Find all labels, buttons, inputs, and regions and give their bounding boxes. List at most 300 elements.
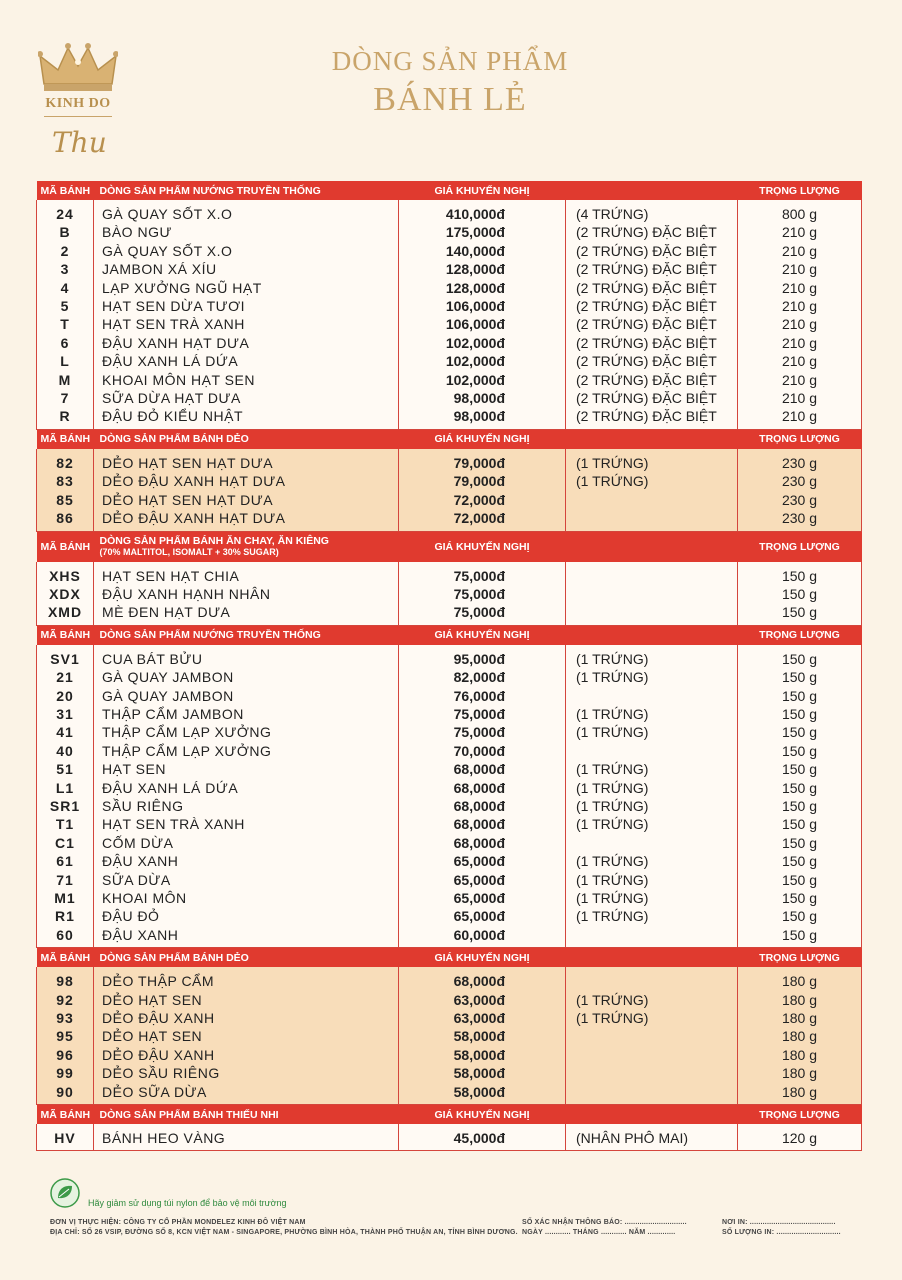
item-name: DẺO SỮA DỪA: [102, 1083, 207, 1100]
item-code: 51: [56, 761, 74, 778]
item-name: LẠP XƯỞNG NGŨ HẠT: [102, 279, 262, 296]
col-line-header-text: DÒNG SẢN PHẨM BÁNH DẺO: [99, 433, 249, 446]
item-note: (1 TRỨNG): [576, 871, 649, 888]
item-price: 106,000đ: [445, 316, 505, 333]
item-name: HẠT SEN TRÀ XANH: [102, 816, 245, 833]
item-name: ĐẬU XANH: [102, 926, 179, 943]
item-weight: 150 g: [781, 890, 818, 906]
item-weight: 210 g: [781, 408, 818, 425]
section-header: [37, 1105, 862, 1124]
item-weight: 210 g: [781, 390, 818, 407]
item-weight: 210 g: [781, 261, 818, 278]
item-code: 4: [60, 279, 70, 296]
col-weight-header-text: TRỌNG LƯỢNG: [759, 951, 840, 964]
item-price-column: [399, 645, 566, 948]
item-price-column: [399, 967, 566, 1104]
item-price-column: [399, 200, 566, 429]
item-weight: 210 g: [781, 224, 818, 241]
item-name: DẺO HẠT SEN HẠT DƯA: [102, 454, 274, 471]
item-note: [576, 491, 737, 509]
item-weight: 210 g: [781, 316, 818, 333]
col-code-header-text: MÃ BÁNH: [40, 184, 91, 197]
col-line-header: [94, 626, 399, 645]
item-note: (1 TRỨNG): [576, 1010, 649, 1027]
item-name: KHOAI MÔN: [102, 890, 187, 906]
col-price-header: [399, 626, 566, 645]
item-code: M: [58, 371, 72, 388]
item-price: 68,000đ: [453, 761, 505, 778]
section-header: [37, 948, 862, 967]
col-weight-header-text: TRỌNG LƯỢNG: [759, 184, 840, 197]
item-weight: 150 g: [781, 853, 818, 870]
item-code-column: [37, 1124, 94, 1151]
item-note: [576, 926, 737, 944]
item-note: [576, 1064, 737, 1082]
brand-logo: [38, 40, 118, 170]
item-code: 82: [56, 454, 74, 471]
col-line-header-text: DÒNG SẢN PHẨM BÁNH DẺO: [99, 951, 249, 964]
item-code-column: [37, 967, 94, 1104]
item-note-column: [566, 645, 738, 948]
item-code: 40: [56, 742, 74, 759]
item-price: 106,000đ: [445, 298, 505, 315]
item-code: 41: [56, 724, 74, 741]
item-note: (NHÂN PHÔ MAI): [576, 1130, 688, 1147]
item-code: 21: [56, 669, 74, 686]
item-name-column: [94, 645, 399, 948]
col-price-header: [399, 430, 566, 449]
item-price: 68,000đ: [453, 973, 505, 990]
item-name: DẺO SẦU RIÊNG: [102, 1065, 220, 1082]
item-price: 58,000đ: [453, 1065, 505, 1082]
item-note: (1 TRỨNG): [576, 853, 649, 870]
item-note: [576, 687, 737, 705]
item-name: DẺO HẠT SEN: [102, 1028, 203, 1045]
item-code: HV: [54, 1130, 76, 1147]
item-code: 86: [56, 510, 74, 527]
page-title: [250, 44, 650, 122]
item-price: 410,000đ: [445, 206, 505, 222]
item-note: (1 TRỨNG): [576, 816, 649, 833]
item-weight: 150 g: [781, 567, 818, 584]
item-code-column: [37, 200, 94, 429]
col-code-header-text: MÃ BÁNH: [40, 951, 91, 964]
item-note: (1 TRỨNG): [576, 991, 649, 1008]
item-code: 3: [60, 261, 70, 278]
col-line-header-text: DÒNG SẢN PHẨM BÁNH THIẾU NHI: [99, 1108, 279, 1121]
item-code: B: [59, 224, 71, 241]
col-code-header-text: MÃ BÁNH: [40, 1108, 91, 1121]
item-name: ĐẬU ĐỎ: [102, 908, 160, 925]
item-weight: 210 g: [781, 371, 818, 388]
item-code: C1: [55, 834, 75, 851]
item-code: R: [59, 408, 71, 425]
item-code-column: [37, 449, 94, 531]
item-name: CUA BÁT BỬU: [102, 650, 203, 667]
section-table: [36, 532, 862, 626]
col-line-header-text: DÒNG SẢN PHẨM NƯỚNG TRUYỀN THỐNG: [99, 629, 321, 642]
col-code-header: [37, 948, 94, 967]
item-weight: 150 g: [781, 585, 818, 602]
item-note: (1 TRỨNG): [576, 454, 649, 471]
col-line-header-text: DÒNG SẢN PHẨM BÁNH ĂN CHAY, ĂN KIÊNG: [99, 535, 329, 547]
col-price-header-text: GIÁ KHUYẾN NGHỊ: [434, 1108, 530, 1121]
item-weight: 150 g: [781, 816, 818, 833]
item-name: SỮA DỪA HẠT DƯA: [102, 390, 241, 407]
item-note: (2 TRỨNG) ĐẶC BIỆT: [576, 390, 717, 407]
item-price: 75,000đ: [453, 585, 505, 602]
item-weight: 180 g: [781, 991, 818, 1008]
item-code: 61: [56, 853, 74, 870]
eco-message: Hãy giảm sử dụng túi nylon để bảo vệ môi trường: [88, 1198, 287, 1208]
item-note-column: [566, 200, 738, 429]
item-code: 7: [60, 390, 70, 407]
item-name-column: [94, 1124, 399, 1151]
item-weight: 230 g: [781, 510, 818, 527]
item-weight-column: [738, 1124, 862, 1151]
item-note: [576, 1083, 737, 1101]
item-name: BÀO NGƯ: [102, 224, 172, 241]
item-price: 98,000đ: [453, 408, 505, 425]
item-note: (1 TRỨNG): [576, 797, 649, 814]
item-price: 63,000đ: [453, 991, 505, 1008]
col-line-subheader: (70% MALTITOL, ISOMALT + 30% SUGAR): [99, 547, 279, 557]
item-note: (1 TRỨNG): [576, 724, 649, 741]
item-weight: 150 g: [781, 705, 818, 722]
item-price: 68,000đ: [453, 779, 505, 796]
item-code: 60: [56, 926, 74, 943]
item-name: DẺO HẠT SEN: [102, 991, 203, 1008]
item-name: CỐM DỪA: [102, 834, 174, 851]
item-weight: 180 g: [781, 1065, 818, 1082]
item-name-column: [94, 200, 399, 429]
item-price: 68,000đ: [453, 816, 505, 833]
item-weight: 150 g: [781, 871, 818, 888]
section-body: [37, 967, 862, 1104]
item-name: SẦU RIÊNG: [102, 797, 184, 814]
header-spacer: [566, 1105, 738, 1124]
item-price: 75,000đ: [453, 705, 505, 722]
item-name: MÈ ĐEN HẠT DƯA: [102, 604, 231, 621]
col-weight-header: [738, 948, 862, 967]
item-name: HẠT SEN DỪA TƯƠI: [102, 298, 245, 315]
item-price: 65,000đ: [453, 871, 505, 888]
item-note: [576, 972, 737, 990]
eco-leaf-icon: [50, 1178, 80, 1208]
item-note: (1 TRỨNG): [576, 890, 649, 906]
section-body: [37, 562, 862, 626]
section-body: [37, 449, 862, 531]
col-price-header-text: GIÁ KHUYẾN NGHỊ: [434, 540, 530, 553]
item-name: DẺO ĐẬU XANH HẠT DƯA: [102, 473, 286, 490]
item-note: (2 TRỨNG) ĐẶC BIỆT: [576, 224, 717, 241]
item-note: [576, 1027, 737, 1045]
item-note: [576, 567, 737, 585]
header-spacer: [566, 430, 738, 449]
section-table: [36, 948, 862, 1105]
crown-icon: [38, 40, 118, 96]
item-price: 76,000đ: [453, 687, 505, 704]
item-code-column: [37, 562, 94, 626]
footer-print-qty: SỐ LƯỢNG IN: ..............................: [722, 1229, 841, 1236]
section-header: [37, 430, 862, 449]
item-weight: 180 g: [781, 1010, 818, 1027]
item-weight: 150 g: [781, 779, 818, 796]
item-name: GÀ QUAY JAMBON: [102, 687, 234, 704]
item-name: HẠT SEN: [102, 761, 166, 778]
item-note: (2 TRỨNG) ĐẶC BIỆT: [576, 242, 717, 259]
item-price: 95,000đ: [453, 650, 505, 667]
col-weight-header-text: TRỌNG LƯỢNG: [759, 629, 840, 642]
col-code-header: [37, 626, 94, 645]
item-note-column: [566, 967, 738, 1104]
item-code: L1: [55, 779, 75, 796]
item-price: 175,000đ: [445, 224, 505, 241]
col-weight-header-text: TRỌNG LƯỢNG: [759, 1108, 840, 1121]
item-name: HẠT SEN HẠT CHIA: [102, 567, 240, 584]
item-note-column: [566, 1124, 738, 1151]
item-price: 58,000đ: [453, 1083, 505, 1100]
item-weight: 210 g: [781, 242, 818, 259]
item-price: 82,000đ: [453, 669, 505, 686]
item-code: L: [60, 353, 70, 370]
col-code-header: [37, 532, 94, 562]
item-name: DẺO THẬP CẨM: [102, 973, 215, 990]
item-price: 75,000đ: [453, 567, 505, 584]
item-note: (1 TRỨNG): [576, 761, 649, 778]
item-name: JAMBON XÁ XÍU: [102, 261, 217, 278]
col-line-header-text: DÒNG SẢN PHẨM NƯỚNG TRUYỀN THỐNG: [99, 184, 321, 197]
item-price: 72,000đ: [453, 491, 505, 508]
col-price-header-text: GIÁ KHUYẾN NGHỊ: [434, 951, 530, 964]
item-price-column: [399, 1124, 566, 1151]
item-name: DẺO ĐẬU XANH HẠT DƯA: [102, 510, 286, 527]
item-code: 96: [56, 1046, 74, 1063]
item-name: ĐẬU XANH HẠT DƯA: [102, 334, 250, 351]
section-body: [37, 645, 862, 948]
col-price-header-text: GIÁ KHUYẾN NGHỊ: [434, 629, 530, 642]
col-code-header-text: MÃ BÁNH: [40, 433, 91, 446]
logo-divider: [44, 116, 112, 117]
item-weight: 150 g: [781, 742, 818, 759]
item-note: (2 TRỨNG) ĐẶC BIỆT: [576, 371, 717, 388]
item-weight: 800 g: [781, 206, 818, 222]
price-tables: [36, 181, 861, 1151]
item-name: DẺO HẠT SEN HẠT DƯA: [102, 491, 274, 508]
signature: Thu: [52, 126, 107, 159]
section-header: [37, 532, 862, 562]
item-name: ĐẬU XANH LÁ DỨA: [102, 353, 239, 370]
item-code: 99: [56, 1065, 74, 1082]
section-table: [36, 626, 862, 949]
item-name: HẠT SEN TRÀ XANH: [102, 316, 245, 333]
col-price-header: [399, 181, 566, 200]
item-weight: 230 g: [781, 473, 818, 490]
item-name: ĐẬU XANH: [102, 853, 179, 870]
item-name: GÀ QUAY JAMBON: [102, 669, 234, 686]
item-code: XHS: [49, 567, 81, 584]
item-price: 128,000đ: [445, 261, 505, 278]
item-name: ĐẬU XANH HẠNH NHÂN: [102, 585, 271, 602]
item-note: [576, 509, 737, 527]
col-weight-header: [738, 181, 862, 200]
item-code: 5: [60, 298, 70, 315]
item-weight-column: [738, 562, 862, 626]
item-weight-column: [738, 449, 862, 531]
item-code: M1: [54, 890, 76, 906]
item-name: THẬP CẨM LẠP XƯỞNG: [102, 742, 272, 759]
item-note: [576, 834, 737, 852]
item-weight-column: [738, 967, 862, 1104]
item-price-column: [399, 562, 566, 626]
item-weight: 230 g: [781, 454, 818, 471]
item-note: (4 TRỨNG): [576, 206, 649, 222]
item-code: XMD: [47, 604, 83, 621]
item-code: 95: [56, 1028, 74, 1045]
item-weight: 150 g: [781, 926, 818, 943]
item-name-column: [94, 562, 399, 626]
item-price: 65,000đ: [453, 890, 505, 906]
col-price-header-text: GIÁ KHUYẾN NGHỊ: [434, 433, 530, 446]
item-price: 65,000đ: [453, 908, 505, 925]
item-price: 70,000đ: [453, 742, 505, 759]
item-note: (1 TRỨNG): [576, 669, 649, 686]
item-code: 85: [56, 491, 74, 508]
item-price: 140,000đ: [445, 242, 505, 259]
col-code-header: [37, 430, 94, 449]
item-code: SV1: [50, 650, 80, 667]
item-price: 98,000đ: [453, 390, 505, 407]
col-price-header: [399, 948, 566, 967]
item-price: 63,000đ: [453, 1010, 505, 1027]
col-code-header: [37, 1105, 94, 1124]
col-line-header: [94, 430, 399, 449]
item-price: 79,000đ: [453, 473, 505, 490]
item-weight: 150 g: [781, 669, 818, 686]
item-note: (1 TRỨNG): [576, 473, 649, 490]
item-weight: 150 g: [781, 761, 818, 778]
item-code: T: [60, 316, 70, 333]
item-note: (1 TRỨNG): [576, 779, 649, 796]
section-body: [37, 1124, 862, 1151]
item-weight: 210 g: [781, 353, 818, 370]
item-code: 93: [56, 1010, 74, 1027]
footer-confirm-no: SỐ XÁC NHẬN THÔNG BÁO: .............................: [522, 1219, 687, 1226]
col-weight-header-text: TRỌNG LƯỢNG: [759, 540, 840, 553]
item-code: T1: [55, 816, 75, 833]
item-note: (2 TRỨNG) ĐẶC BIỆT: [576, 316, 717, 333]
item-weight: 150 g: [781, 650, 818, 667]
item-name-column: [94, 449, 399, 531]
item-name-column: [94, 967, 399, 1104]
item-weight: 150 g: [781, 604, 818, 621]
header-spacer: [566, 181, 738, 200]
item-note-column: [566, 562, 738, 626]
item-code: 98: [56, 973, 74, 990]
section-table: [36, 430, 862, 532]
col-line-header: [94, 181, 399, 200]
item-name: SỮA DỪA: [102, 871, 171, 888]
brand-name: KINH DO: [45, 96, 111, 111]
item-price: 58,000đ: [453, 1046, 505, 1063]
item-note: [576, 1046, 737, 1064]
col-weight-header: [738, 1105, 862, 1124]
item-weight-column: [738, 645, 862, 948]
item-code: XDX: [49, 585, 81, 602]
item-code: 20: [56, 687, 74, 704]
item-note: [576, 603, 737, 621]
item-name: ĐẬU ĐỎ KIỂU NHẬT: [102, 408, 244, 425]
item-note: (1 TRỨNG): [576, 908, 649, 925]
item-code: SR1: [49, 797, 81, 814]
item-weight: 180 g: [781, 973, 818, 990]
item-price: 102,000đ: [445, 371, 505, 388]
col-line-header: [94, 532, 399, 562]
item-price: 65,000đ: [453, 853, 505, 870]
item-code: 90: [56, 1083, 74, 1100]
item-price: 72,000đ: [453, 510, 505, 527]
col-price-header: [399, 1105, 566, 1124]
item-weight: 210 g: [781, 298, 818, 315]
item-note: (1 TRỨNG): [576, 650, 649, 667]
item-weight: 210 g: [781, 334, 818, 351]
header-spacer: [566, 948, 738, 967]
item-code: R1: [55, 908, 75, 925]
item-note: (2 TRỨNG) ĐẶC BIỆT: [576, 334, 717, 351]
item-weight: 180 g: [781, 1046, 818, 1063]
col-weight-header: [738, 532, 862, 562]
section-table: [36, 1105, 862, 1151]
item-price: 75,000đ: [453, 724, 505, 741]
col-weight-header-text: TRỌNG LƯỢNG: [759, 433, 840, 446]
item-code: 83: [56, 473, 74, 490]
section-table: [36, 181, 862, 430]
footer-date: NGÀY ............ THÁNG ............ NĂM .............: [522, 1229, 676, 1236]
item-note: (2 TRỨNG) ĐẶC BIỆT: [576, 353, 717, 370]
item-code: 31: [56, 705, 74, 722]
item-price: 102,000đ: [445, 353, 505, 370]
item-note: (1 TRỨNG): [576, 705, 649, 722]
item-code: 24: [56, 206, 74, 222]
item-name: DẺO ĐẬU XANH: [102, 1010, 215, 1027]
item-note: (2 TRỨNG) ĐẶC BIỆT: [576, 298, 717, 315]
item-name: BÁNH HEO VÀNG: [102, 1130, 226, 1147]
footer-print-place: NƠI IN: ........................................: [722, 1219, 836, 1226]
item-weight: 120 g: [781, 1130, 818, 1147]
section-body: [37, 200, 862, 429]
item-name: ĐẬU XANH LÁ DỨA: [102, 779, 239, 796]
item-price: 79,000đ: [453, 454, 505, 471]
item-weight: 150 g: [781, 908, 818, 925]
item-price-column: [399, 449, 566, 531]
item-price: 102,000đ: [445, 334, 505, 351]
section-header: [37, 626, 862, 645]
item-note: [576, 585, 737, 603]
item-price: 68,000đ: [453, 797, 505, 814]
title-line-1: DÒNG SẢN PHẨM: [331, 46, 569, 76]
item-weight: 150 g: [781, 724, 818, 741]
item-code: 2: [60, 242, 70, 259]
item-weight: 210 g: [781, 279, 818, 296]
item-price: 128,000đ: [445, 279, 505, 296]
col-code-header-text: MÃ BÁNH: [40, 629, 91, 642]
item-weight: 150 g: [781, 687, 818, 704]
item-price: 45,000đ: [453, 1130, 505, 1147]
item-code-column: [37, 645, 94, 948]
col-code-header-text: MÃ BÁNH: [40, 540, 91, 553]
item-name: THẬP CẨM JAMBON: [102, 705, 244, 722]
col-weight-header: [738, 430, 862, 449]
